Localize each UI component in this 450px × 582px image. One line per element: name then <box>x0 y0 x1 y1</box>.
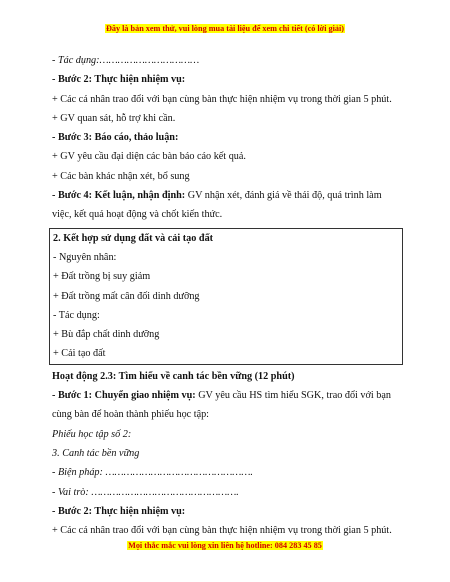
effect-placeholder-line: - Tác dụng:…………………………… <box>52 55 200 66</box>
knowledge-box-item: + Bù đắp chất dinh dưỡng <box>53 329 160 341</box>
worksheet-measure-line: - Biện pháp: …………………………………………. <box>52 467 253 479</box>
activity-step2-heading: - Bước 2: Thực hiện nhiệm vụ: <box>52 505 186 517</box>
knowledge-box-item: - Nguyên nhân: <box>53 251 117 263</box>
step4-paragraph <box>52 186 400 225</box>
step4-heading: - Bước 4: Kết luận, nhận định: <box>52 190 186 202</box>
knowledge-box-item: + Đất trồng mất cân đối dinh dưỡng <box>53 290 200 302</box>
knowledge-box-item: + Đất trồng bị suy giảm <box>53 271 151 283</box>
teacher-request-line: + GV yêu cầu đại diện các bàn báo cáo kết quả. <box>52 151 246 163</box>
activity-step1-paragraph <box>52 386 400 425</box>
worksheet-topic: 3. Canh tác bền vững <box>52 447 140 459</box>
activity-title: Hoạt động 2.3: Tìm hiểu về canh tác bền vững (12 phút) <box>52 370 295 382</box>
hotline-banner <box>0 541 450 550</box>
step2-heading: - Bước 2: Thực hiện nhiệm vụ: <box>52 74 186 86</box>
worksheet-role-line: - Vai trò: …………………………………………. <box>52 486 239 498</box>
step3-heading: - Bước 3: Báo cáo, thảo luận: <box>52 132 179 144</box>
step4-text: GV nhận xét, đánh giá về thái độ, quá trình làm việc, kết quả hoạt động và chốt kiến thức. <box>52 190 382 221</box>
knowledge-box-item: - Tác dụng: <box>53 309 100 321</box>
preview-notice-text: Đây là bản xem thử, vui lòng mua tài liệu để xem chi tiết (có lời giải) <box>105 24 344 33</box>
activity-step1-text: GV yêu cầu HS tìm hiểu SGK, trao đổi với bạn cùng bàn để hoàn thành phiếu học tập: <box>52 390 391 421</box>
worksheet-title: Phiếu học tập số 2: <box>52 428 132 440</box>
knowledge-box <box>49 228 403 365</box>
activity-step2-text: + Các cá nhân trao đổi với bạn cùng bàn thực hiện nhiệm vụ trong thời gian 5 phút. <box>52 525 392 537</box>
knowledge-box-item: + Cải tạo đất <box>53 348 106 360</box>
step2-text: + Các cá nhân trao đổi với bạn cùng bàn thực hiện nhiệm vụ trong thời gian 5 phút. <box>52 93 392 105</box>
hotline-text: Mọi thắc mắc vui lòng xin liên hệ hotline: 084 283 45 85 <box>128 541 322 550</box>
preview-notice-banner <box>0 24 450 33</box>
activity-step1-heading: - Bước 1: Chuyển giao nhiệm vụ: <box>52 390 196 402</box>
other-groups-line: + Các bàn khác nhận xét, bổ sung <box>52 170 190 182</box>
teacher-observe-line: + GV quan sát, hỗ trợ khi cần. <box>52 112 176 124</box>
document-body <box>52 51 400 540</box>
knowledge-box-title: 2. Kết hợp sử dụng đất và cải tạo đất <box>53 232 214 244</box>
